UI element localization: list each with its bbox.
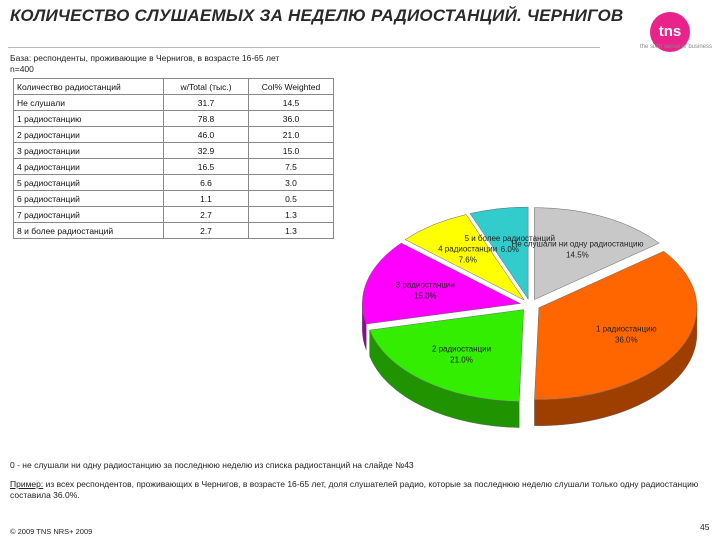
- pie-slice-label: 4 радиостанции 7.6%: [438, 244, 498, 265]
- table-cell: 15.0: [249, 143, 334, 159]
- logo-tagline: the sixth sense of business: [639, 44, 712, 50]
- table-row: [14, 111, 334, 127]
- table-cell: 36.0: [249, 111, 334, 127]
- table-row: [14, 127, 334, 143]
- footnote: [10, 460, 414, 470]
- table-row: [14, 159, 334, 175]
- pie-chart: [360, 200, 710, 450]
- table-cell: 1.1: [164, 191, 249, 207]
- pie-slice-label: 3 радиостанции 15.0%: [395, 280, 455, 301]
- table-cell: 6 радиостанций: [14, 191, 164, 207]
- pie-slice-value: 6.0%: [500, 245, 519, 255]
- pie-slice: [370, 310, 524, 402]
- stations-table: [13, 78, 334, 239]
- page-title: КОЛИЧЕСТВО СЛУШАЕМЫХ ЗА НЕДЕЛЮ РАДИОСТАНЦИЙ. ЧЕРНИГОВ: [10, 6, 624, 25]
- table-cell: 3 радиостанции: [14, 143, 164, 159]
- table-row: [14, 95, 334, 111]
- table-cell: 16.5: [164, 159, 249, 175]
- pie-slice-label: 2 радиостанции 21.0%: [431, 344, 492, 365]
- table-cell: 8 и более радиостанций: [14, 223, 164, 239]
- column-header: Количество радиостанций: [14, 79, 164, 95]
- pie-slice-value: 7.6%: [458, 255, 477, 265]
- column-header: w/Total (тыс.): [164, 79, 249, 95]
- table-cell: 2.7: [164, 223, 249, 239]
- table-cell: 6.6: [164, 175, 249, 191]
- pie-slice-value: 36.0%: [614, 335, 638, 345]
- pie-slice-value: 21.0%: [450, 355, 473, 365]
- table-cell: Не слушали: [14, 95, 164, 111]
- pie-slice-value: 15.0%: [413, 291, 437, 301]
- table-cell: 4 радиостанции: [14, 159, 164, 175]
- table-cell: 78.8: [164, 111, 249, 127]
- pie-slice-label: 5 и более радиостанций 6.0%: [464, 234, 556, 255]
- base-description: [10, 53, 279, 75]
- example-text: [10, 479, 700, 501]
- table-cell: 14.5: [249, 95, 334, 111]
- table-cell: 1 радиостанцию: [14, 111, 164, 127]
- page-number: 45: [700, 522, 710, 532]
- pie-slice-label: 1 радиостанцию 36.0%: [595, 324, 657, 345]
- table-cell: 7 радиостанций: [14, 207, 164, 223]
- base-line-1: База: респонденты, проживающие в Чернигов, в возрасте 16-65 лет: [10, 53, 280, 63]
- table-cell: 21.0: [249, 127, 334, 143]
- column-header: Col% Weighted: [249, 79, 334, 95]
- table-row: [14, 223, 334, 239]
- footnote-text: 0 - не слушали ни одну радиостанцию за последнюю неделю из списка радиостанций на слайде №43: [10, 460, 414, 470]
- table-header-row: [14, 79, 334, 95]
- table-row: [14, 191, 334, 207]
- example-label: Пример:: [10, 479, 44, 489]
- table-cell: 31.7: [164, 95, 249, 111]
- base-line-2: n=400: [10, 64, 34, 74]
- table-cell: 46.0: [164, 127, 249, 143]
- table-row: [14, 143, 334, 159]
- table-cell: 2.7: [164, 207, 249, 223]
- table-cell: 2 радиостанции: [14, 127, 164, 143]
- table-row: [14, 207, 334, 223]
- table-cell: 0.5: [249, 191, 334, 207]
- table-cell: 1.3: [249, 207, 334, 223]
- table-cell: 32.9: [164, 143, 249, 159]
- table-row: [14, 175, 334, 191]
- tns-logo: tns: [650, 12, 690, 52]
- copyright: © 2009 TNS NRS+ 2009: [10, 527, 93, 536]
- table-cell: 1.3: [249, 223, 334, 239]
- table-cell: 5 радиостанций: [14, 175, 164, 191]
- table-cell: 7.5: [249, 159, 334, 175]
- table-cell: 3.0: [249, 175, 334, 191]
- example-body: из всех респондентов, проживающих в Чернигов, в возрасте 16-65 лет, доля слушателей радио, которые за последнюю неделю слушали только одну радиостанцию составила 36.0%.: [10, 479, 699, 500]
- pie-slice-label: Не слушали ни одну радиостанцию 14.5%: [511, 239, 644, 260]
- title-divider: [8, 47, 600, 48]
- pie-slice-value: 14.5%: [566, 250, 589, 260]
